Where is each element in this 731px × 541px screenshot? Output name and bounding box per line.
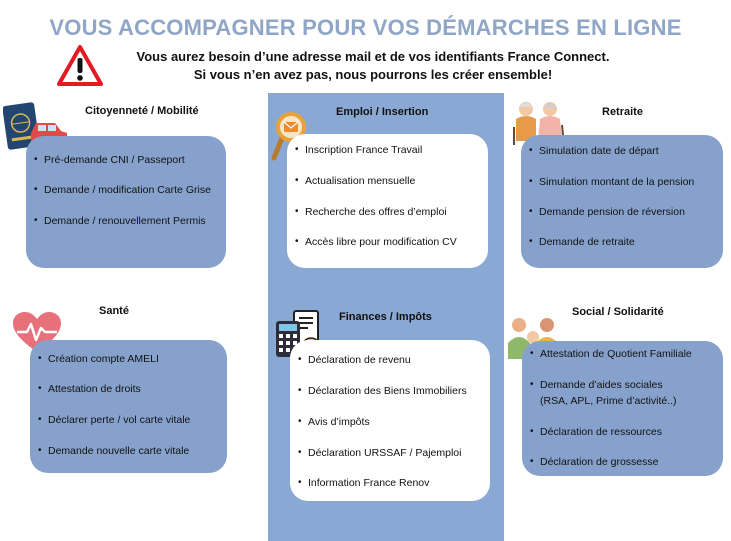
subtitle-line-1: Vous aurez besoin d’une adresse mail et de vos identifiants France Connect.	[136, 49, 610, 64]
card-citoyennete	[26, 136, 226, 268]
list-item: • Demande nouvelle carte vitale	[48, 444, 189, 458]
list-item: • Attestation de Quotient Familiale	[540, 347, 692, 361]
section-title-sante: Santé	[99, 305, 129, 317]
list-item: • Demande de retraite	[539, 235, 635, 249]
card-sante	[30, 340, 227, 473]
section-title-social: Social / Solidarité	[572, 306, 664, 318]
card-emploi	[287, 134, 488, 268]
list-item: • Déclaration URSSAF / Pajemploi	[308, 446, 461, 460]
list-item: • Demande d’aides sociales	[540, 378, 663, 392]
list-item: • Inscription France Travail	[305, 143, 422, 157]
list-item: • Demande pension de réversion	[539, 205, 685, 219]
list-item: • Déclarer perte / vol carte vitale	[48, 413, 190, 427]
list-item: • Déclaration des Biens Immobiliers	[308, 384, 467, 398]
list-item: • Actualisation mensuelle	[305, 174, 415, 188]
card-finances	[290, 340, 490, 501]
list-item: • Avis d’impôts	[308, 415, 370, 429]
list-item: • Simulation montant de la pension	[539, 175, 694, 189]
list-item: • Pré-demande CNI / Passeport	[44, 153, 185, 167]
list-item: • Information France Renov	[308, 476, 429, 490]
section-title-citoyennete: Citoyenneté / Mobilité	[85, 105, 199, 117]
list-item: • Déclaration de ressources	[540, 425, 662, 439]
list-item: • Recherche des offres d’emploi	[305, 205, 447, 219]
list-item: • Attestation de droits	[48, 382, 141, 396]
list-item: • Déclaration de grossesse	[540, 455, 658, 469]
list-item: • Simulation date de départ	[539, 144, 659, 158]
list-item: • Création compte AMELI	[48, 352, 159, 366]
list-item: • Accès libre pour modification CV	[305, 235, 457, 249]
section-title-finances: Finances / Impôts	[339, 311, 432, 323]
list-item: • Demande / modification Carte Grise	[44, 183, 211, 197]
section-title-emploi: Emploi / Insertion	[336, 106, 429, 118]
page-title: VOUS ACCOMPAGNER POUR VOS DÉMARCHES EN LIGNE	[49, 15, 682, 40]
card-retraite	[521, 135, 723, 268]
subtitle	[118, 48, 628, 84]
list-item-continuation: (RSA, APL, Prime d’activité..)	[540, 395, 677, 407]
list-item: • Déclaration de revenu	[308, 353, 411, 367]
section-title-retraite: Retraite	[602, 106, 643, 118]
warning-icon	[57, 44, 103, 86]
card-social	[522, 341, 723, 476]
list-item: • Demande / renouvellement Permis	[44, 214, 206, 228]
subtitle-line-2: Si vous n’en avez pas, nous pourrons les créer ensemble!	[193, 67, 553, 82]
